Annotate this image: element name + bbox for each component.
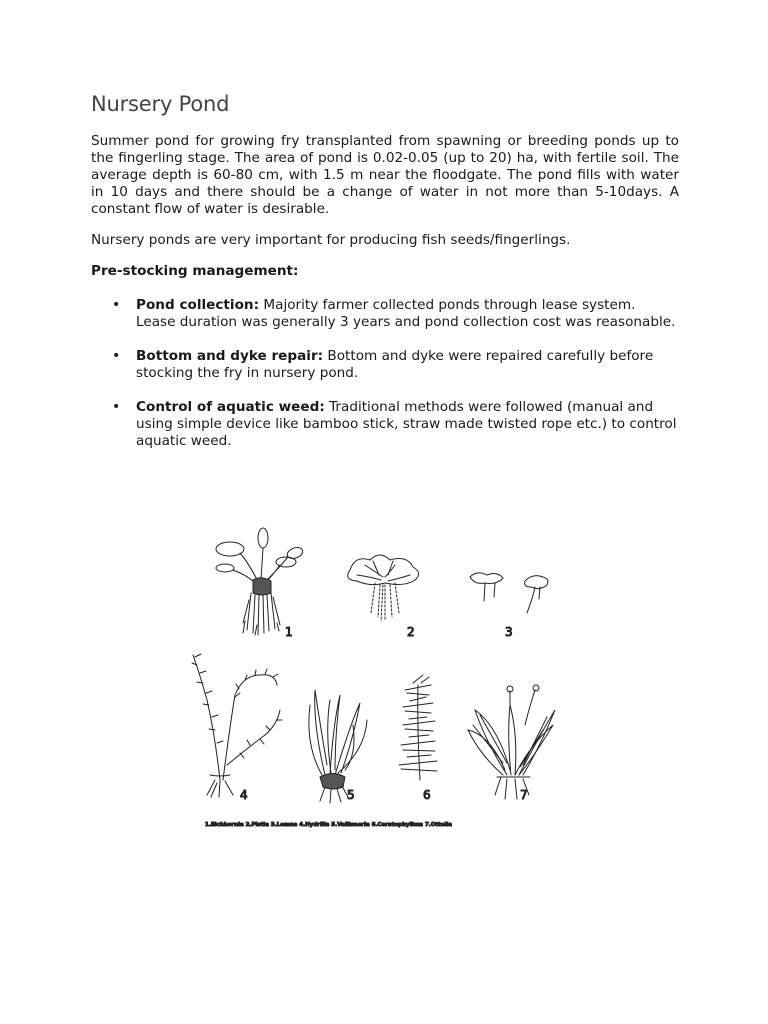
bullet-list [91,297,679,450]
list-item-term: Pond collection: [136,297,260,313]
vallisneria-drawing [309,690,367,803]
figure-caption: 1.Eichhornia 2.Pistia 3.Lemna 4.Hydrilla 5.Vallisneria 6.Ceratophyllum 7.Ottelia [205,822,453,828]
document-body [91,92,679,467]
subheading: Pre-stocking management: [91,263,299,279]
eichhornia-drawing [216,528,304,635]
list-item-text: Majority farmer collected ponds through lease system. Lease duration was generally 3 years and pond collection cost was reasonable. [136,297,676,330]
second-paragraph: Nursery ponds are very important for producing fish seeds/fingerlings. [91,232,571,248]
intro-paragraph: Summer pond for growing fry transplanted from spawning or breeding ponds up to the fingerling stage. The area of pond is 0.02-0.05 (up to 20) ha, with fertile soil. The average depth is 60-80 cm, with 1.5 m near the floodgate. The pond fills with water in 10 days and there should be a change of water in not more than 5-10days. A constant flow of water is desirable. [91,133,679,217]
figure-number: 5 [347,788,355,802]
list-item-text: Bottom and dyke were repaired carefully before stocking the fry in nursery pond. [136,348,654,381]
figure-number: 6 [423,788,431,802]
figure-number: 7 [520,788,528,802]
list-item-text: Traditional methods were followed (manual and using simple device like bamboo stick, straw made twisted rope etc.) to control aquatic weed. [136,399,677,449]
ceratophyllum-drawing [399,675,437,780]
list-item-term: Bottom and dyke repair: [136,348,324,364]
hydrilla-drawing [192,654,282,797]
aquatic-weed-figure [185,525,575,835]
figure-number: 4 [240,788,248,802]
list-item [91,297,679,331]
list-item [91,348,679,382]
list-item-term: Control of aquatic weed: [136,399,325,415]
pistia-drawing [348,555,419,621]
lemna-drawing [470,573,548,613]
ottelia-drawing [468,685,555,799]
bullet-icon: • [112,348,121,364]
figure-number: 3 [505,625,513,639]
bullet-icon: • [112,399,121,415]
page-title: Nursery Pond [91,92,230,116]
aquatic-weed-illustration [185,525,575,835]
list-item [91,399,679,450]
bullet-icon: • [112,297,121,313]
figure-number: 2 [407,625,415,639]
figure-number: 1 [285,625,293,639]
